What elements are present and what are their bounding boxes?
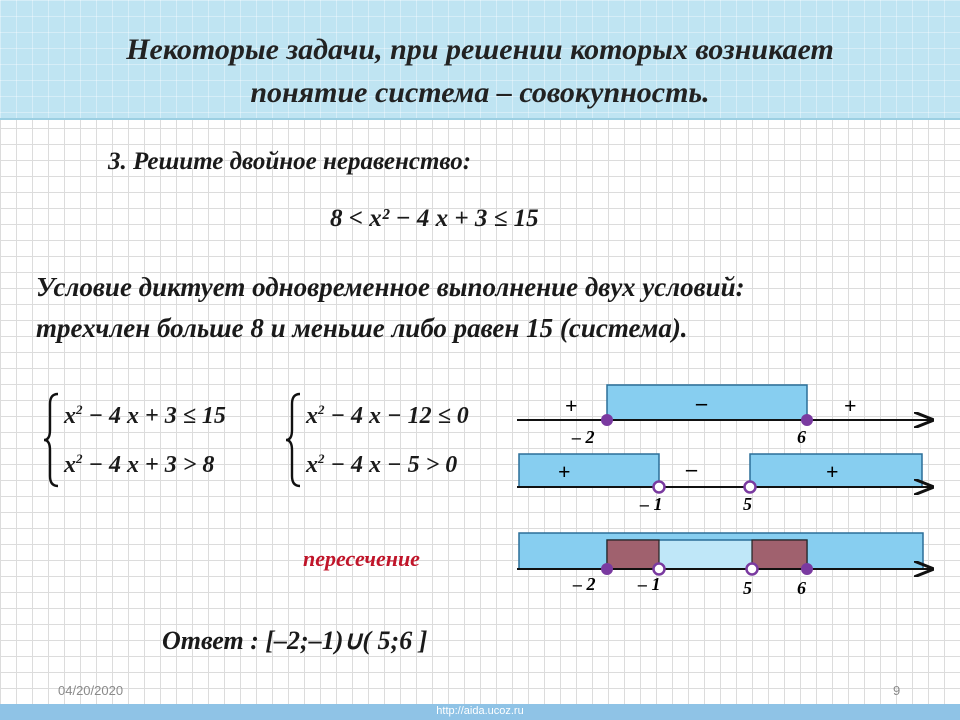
sign-1-middle: –: [696, 390, 707, 415]
sign-1-right: +: [844, 393, 857, 418]
point-3-a: [601, 563, 613, 575]
condition-line-1: Условие диктует одновременное выполнение двух условий:: [36, 272, 745, 302]
intersection-segment-right: [752, 540, 807, 569]
label-2-a: – 1: [640, 494, 663, 514]
intersection-caption: пересечение: [303, 546, 420, 571]
right-system-row-2: $x^2 - 4$ x − 5 > 0: [306, 451, 458, 478]
sign-2-right: +: [826, 459, 839, 484]
condition-line-2: трехчлен больше 8 и меньше либо равен 15 (система).: [36, 313, 688, 343]
interval-1-segment: [607, 385, 807, 420]
point-1-a: [601, 414, 613, 426]
left-system-row-1: $x^2 - 4$ x + 3 ≤ 15: [64, 402, 226, 429]
point-3-d: [801, 563, 813, 575]
title-line-1: Некоторые задачи, при решении которых возникает: [126, 33, 834, 66]
interval-2-left: [519, 454, 659, 487]
task-heading: 3. Решите двойное неравенство:: [108, 148, 472, 175]
title-line-2: понятие система – совокупность.: [250, 76, 710, 109]
point-2-a: [654, 482, 665, 493]
sign-1-left: +: [565, 393, 578, 418]
right-system-row-1: $x^2 - 4$ x − 12 ≤ 0: [306, 402, 469, 429]
page-number: 9: [893, 683, 901, 698]
answer: Ответ : [–2;–1)∪( 5;6 ]: [162, 626, 428, 655]
intersection-segment-left: [607, 540, 659, 569]
point-3-b: [654, 564, 665, 575]
left-system-row-2: $x^2 - 4$ x + 3 > 8: [64, 451, 215, 478]
footer-date: 04/20/2020: [58, 683, 124, 698]
point-1-b: [801, 414, 813, 426]
point-2-b: [745, 482, 756, 493]
label-1-a: – 2: [572, 427, 595, 447]
label-3-b: – 1: [638, 574, 661, 594]
point-3-c: [747, 564, 758, 575]
sign-2-middle: –: [686, 456, 697, 481]
sign-2-left: +: [558, 459, 571, 484]
label-3-a: – 2: [573, 574, 596, 594]
bottom-bar: [0, 704, 960, 720]
label-3-c: 5: [743, 578, 752, 598]
label-1-b: 6: [797, 427, 806, 447]
task-inequality: 8 < x² − 4 x + 3 ≤ 15: [330, 205, 539, 232]
footer-url[interactable]: http://aida.ucoz.ru: [436, 705, 524, 717]
label-3-d: 6: [797, 578, 806, 598]
label-2-b: 5: [743, 494, 752, 514]
